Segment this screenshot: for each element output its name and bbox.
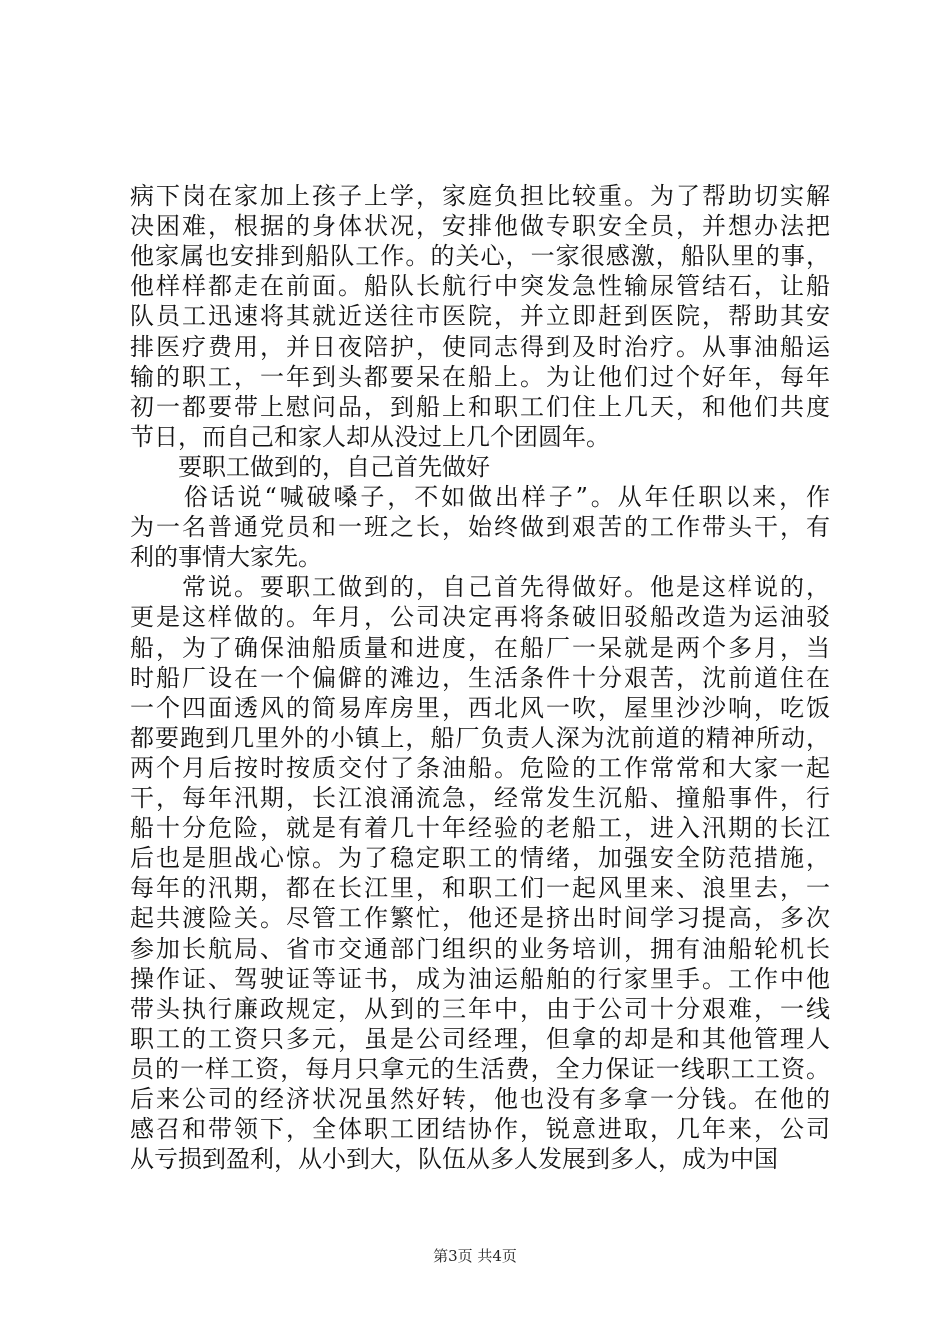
- text-line: 利的事情大家先。: [130, 543, 322, 572]
- text-line: 初一都要带上慰问品，到船上和职工们住上几天，和他们共度: [130, 392, 830, 421]
- text-line: 更是这样做的。年月，公司决定再将条破旧驳船改造为运油驳: [130, 603, 830, 632]
- text-line: 后也是胆战心惊。为了稳定职工的情绪，加强安全防范措施，: [130, 844, 830, 873]
- text-line: 职工的工资只多元，虽是公司经理，但拿的却是和其他管理人: [130, 1024, 830, 1053]
- text-line: 后来公司的经济状况虽然好转，他也没有多拿一分钱。在他的: [130, 1085, 830, 1113]
- text-line: 员的一样工资，每月只拿元的生活费，全力保证一线职工工资。: [130, 1054, 830, 1083]
- text-line: 俗话说“喊破嗓子，不如做出样子”。从年任职以来，作: [130, 483, 830, 511]
- text-line: 每年的汛期，都在长江里，和职工们一起风里来、浪里去，一: [130, 874, 830, 903]
- text-line: 一个四面透风的简易库房里，西北风一吹，屋里沙沙响，吃饭: [130, 693, 830, 722]
- text-line: 输的职工，一年到头都要呆在船上。为让他们过个好年，每年: [130, 362, 830, 391]
- text-line: 病下岗在家加上孩子上学，家庭负担比较重。为了帮助切实解: [130, 182, 830, 210]
- text-line: 决困难，根据的身体状况，安排他做专职安全员，并想办法把: [130, 212, 830, 241]
- text-line: 感召和带领下，全体职工团结协作，锐意进取，几年来，公司: [130, 1115, 830, 1144]
- text-line: 船十分危险，就是有着几十年经验的老船工，进入汛期的长江: [130, 814, 830, 843]
- text-line: 时船厂设在一个偏僻的滩边，生活条件十分艰苦，沈前道住在: [130, 663, 830, 692]
- text-line: 节日，而自己和家人却从没过上几个团圆年。: [130, 422, 610, 451]
- text-line: 干，每年汛期，长江浪涌流急，经常发生沉船、撞船事件，行: [130, 784, 830, 812]
- text-line: 他样样都走在前面。船队长航行中突发急性输尿管结石，让船: [130, 272, 830, 301]
- text-line: 常说。要职工做到的，自己首先得做好。他是这样说的，: [130, 573, 830, 602]
- text-line: 队员工迅速将其就近送往市医院，并立即赶到医院，帮助其安: [130, 302, 830, 331]
- text-line: 要职工做到的，自己首先做好: [130, 452, 490, 481]
- text-line: 他家属也安排到船队工作。的关心，一家很感激，船队里的事，: [130, 242, 830, 271]
- text-line: 船，为了确保油船质量和进度，在船厂一呆就是两个多月，当: [130, 633, 830, 662]
- text-line: 从亏损到盈利，从小到大，队伍从多人发展到多人，成为中国: [130, 1145, 778, 1174]
- text-line: 排医疗费用，并日夜陪护，使同志得到及时治疗。从事油船运: [130, 332, 830, 361]
- text-line: 两个月后按时按质交付了条油船。危险的工作常常和大家一起: [130, 753, 830, 782]
- text-line: 操作证、驾驶证等证书，成为油运船舶的行家里手。工作中他: [130, 964, 830, 993]
- text-line: 带头执行廉政规定，从到的三年中，由于公司十分艰难，一线: [130, 994, 830, 1023]
- text-line: 起共渡险关。尽管工作繁忙，他还是挤出时间学习提高，多次: [130, 904, 830, 933]
- page-footer: 第3页 共4页: [433, 1247, 517, 1265]
- text-line: 都要跑到几里外的小镇上，船厂负责人深为沈前道的精神所动，: [130, 723, 830, 752]
- text-line: 参加长航局、省市交通部门组织的业务培训，拥有油船轮机长: [130, 934, 830, 963]
- text-line: 为一名普通党员和一班之长，始终做到艰苦的工作带头干，有: [130, 513, 830, 542]
